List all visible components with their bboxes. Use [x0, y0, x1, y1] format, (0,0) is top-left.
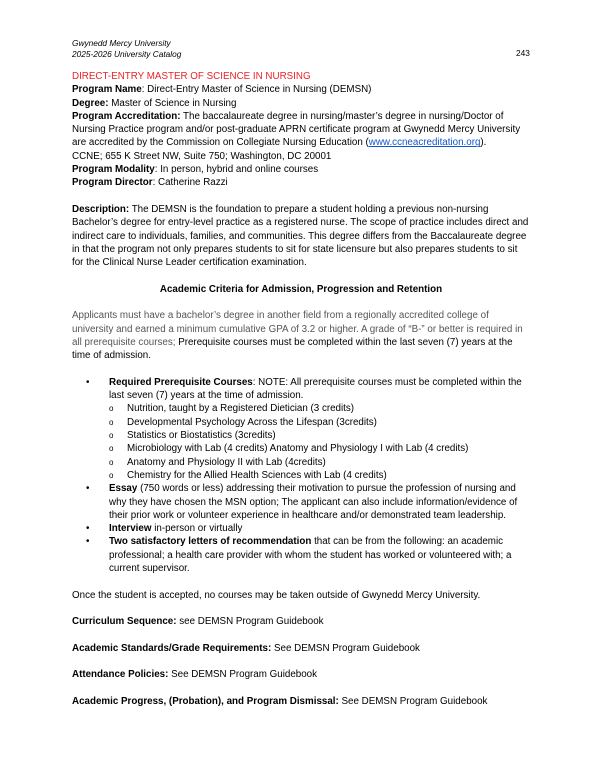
degree: Degree: Master of Science in Nursing: [72, 97, 237, 109]
course-item: o Statistics or Biostatistics (3credits): [127, 429, 530, 442]
accreditation: Program Accreditation: The baccalaureate degree in nursing/master’s degree in nursing/Doctor of Nursing Practice program and/or post-graduate APRN certificate program at Gwynedd Mercy University are accredited by the Commission on Collegiate Nursing Education (www.ccneacreditation.org).: [72, 110, 521, 149]
header-catalog: 2025-2026 University Catalog: [72, 48, 182, 59]
criteria-intro: Applicants must have a bachelor’s degree in another field from a regionally accredited college of university and earned a minimum cumulative GPA of 3.2 or higher. A grade of “B-” or better is required in all prerequisite courses; Prerequisite courses must be completed within the last seven (7) years at the time of admission.: [72, 310, 523, 362]
course-item: o Chemistry for the Allied Health Sciences with Lab (4 credits): [127, 469, 530, 482]
document-body: [72, 0, 530, 708]
course-item: o Anatomy and Physiology II with Lab (4credits): [127, 456, 530, 469]
essay-item: • Essay (750 words or less) addressing their motivation to pursue the profession of nursing and why they have chosen the MSN option; The applicant can also include information/evidence of their prior work or volunteer experience in healthcare and/or demonstrated team leadership.: [109, 482, 530, 522]
modality: Program Modality: In person, hybrid and online courses: [72, 164, 319, 176]
letters-item: • Two satisfactory letters of recommendation that can be from the following: an academic professional; a health care provider with whom the student has worked or volunteered with; a current supervisor.: [109, 535, 530, 575]
director: Program Director: Catherine Razzi: [72, 177, 228, 189]
criteria-heading: Academic Criteria for Admission, Progression and Retention: [159, 283, 443, 295]
page-number: 243: [516, 48, 530, 58]
course-list: [109, 402, 530, 482]
program-name: Program Name: Direct-Entry Master of Science in Nursing (DEMSN): [72, 84, 372, 96]
prereq-item: • Required Prerequisite Courses: NOTE: All prerequisite courses must be completed within the last seven (7) years at the time of admission. o Nutrition, taught by a Registered Dietician (3 credits) o Developmental Psychology Across the Lifespan (3credits) o Statistics or Biostatistics (3credits) o Microbiology with Lab (4 credits) Anatomy and Physiology I with Lab (4 credits) o Anatomy and Physiology II with Lab (4credits) o Chemistry for the Allied Health Sciences with Lab (4 credits): [109, 376, 530, 482]
section-title: DIRECT-ENTRY MASTER OF SCIENCE IN NURSING: [72, 71, 311, 82]
course-item: o Nutrition, taught by a Registered Dietician (3 credits): [127, 402, 530, 415]
description: Description: The DEMSN is the foundation to prepare a student holding a previous non-nursing Bachelor’s degree for entry-level practice as a registered nurse. The scope of practice includes direct and indirect care to individuals, families, and communities. This degree differs from the Baccalaureate degree in that the program not only prepares students to sit for state licensure but also prepares students to sit for the Clinical Nurse Leader certification examination.: [72, 203, 529, 269]
policy-curriculum: Curriculum Sequence: see DEMSN Program Guidebook: [72, 616, 324, 628]
accepted-note: Once the student is accepted, no courses may be taken outside of Gwynedd Mercy University.: [72, 589, 481, 601]
policy-attendance: Attendance Policies: See DEMSN Program Guidebook: [72, 669, 318, 681]
course-item: o Developmental Psychology Across the Lifespan (3credits): [127, 416, 530, 429]
policy-progress: Academic Progress, (Probation), and Program Dismissal: See DEMSN Program Guidebook: [72, 695, 488, 707]
course-item: o Microbiology with Lab (4 credits) Anatomy and Physiology I with Lab (4 credits): [127, 442, 530, 455]
ccne-link[interactable]: www.ccneacreditation.org: [368, 137, 481, 149]
interview-item: • Interview in-person or virtually: [109, 522, 530, 535]
policy-standards: Academic Standards/Grade Requirements: See DEMSN Program Guidebook: [72, 642, 420, 654]
header-university: Gwynedd Mercy University: [72, 38, 171, 48]
requirements-list: [72, 376, 530, 575]
ccne-address: CCNE; 655 K Street NW, Suite 750; Washington, DC 20001: [72, 150, 332, 162]
